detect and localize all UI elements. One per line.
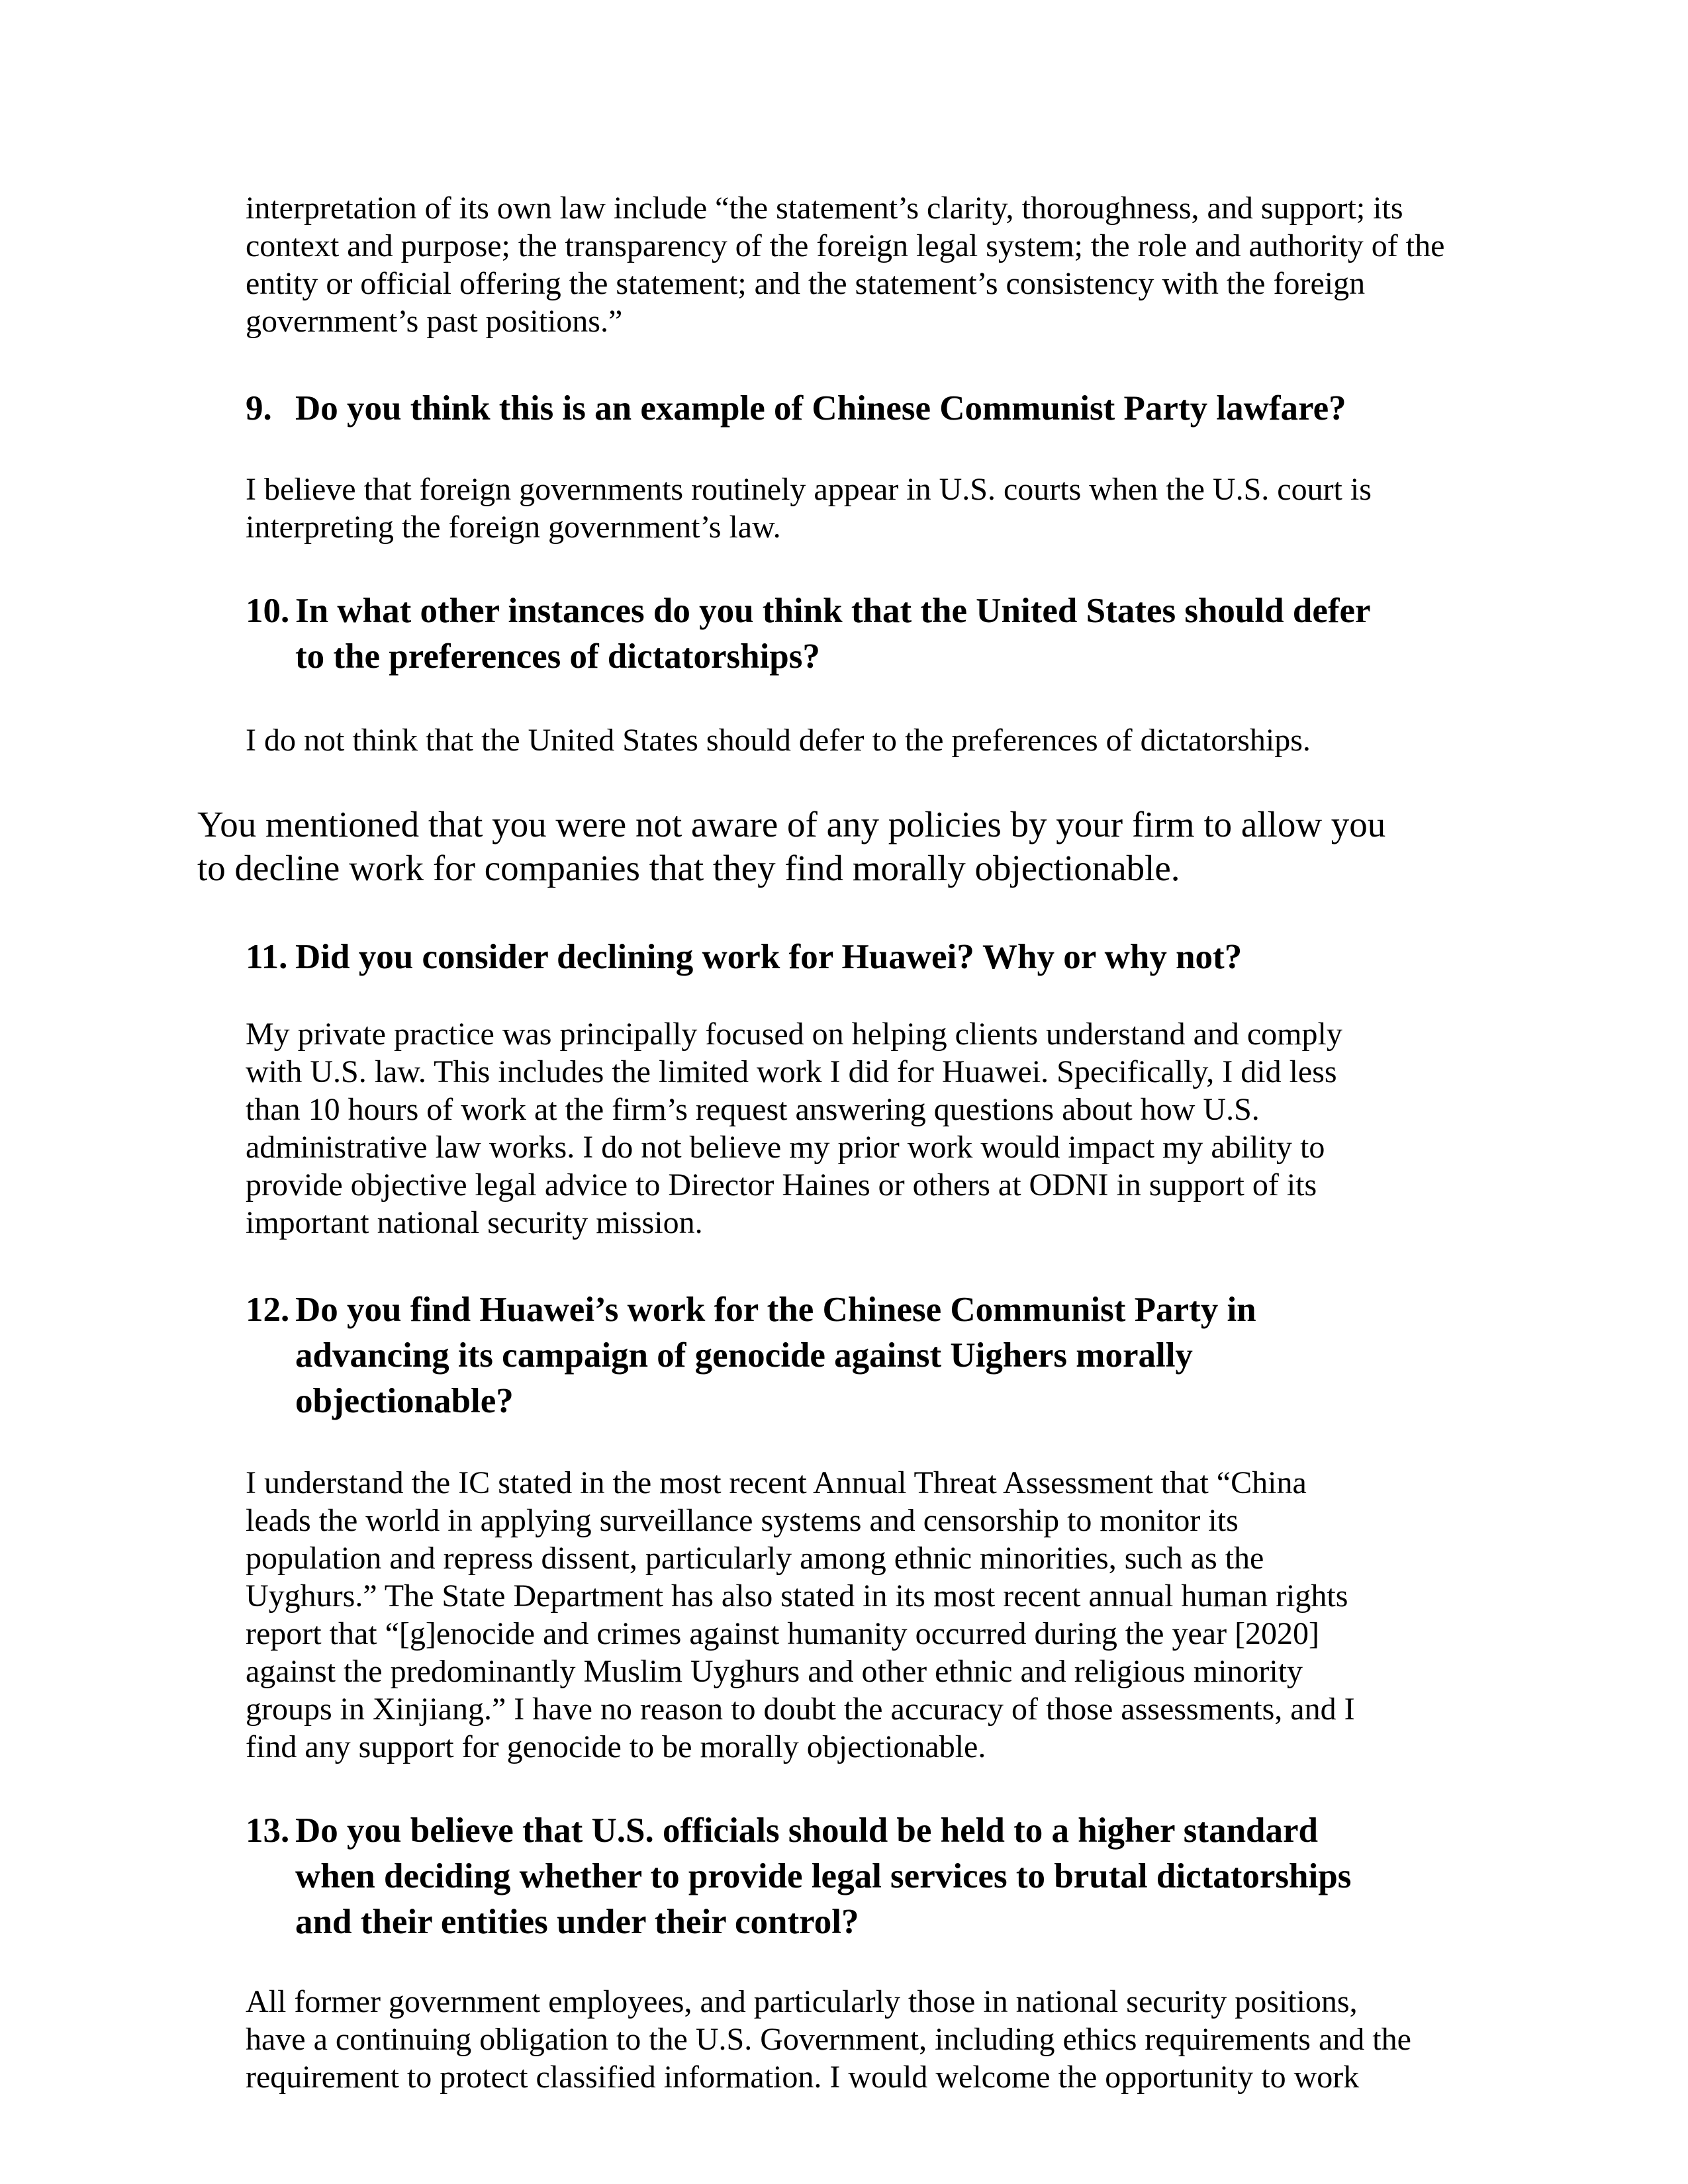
text-line: All former government employees, and particularly those in national security positions, — [246, 1984, 1358, 2019]
text-line: groups in Xinjiang.” I have no reason to doubt the accuracy of those assessments, and I — [246, 1692, 1355, 1727]
text-line: to decline work for companies that they find morally objectionable. — [197, 848, 1180, 888]
question-10 — [246, 588, 1371, 680]
text-line: population and repress dissent, particularly among ethnic minorities, such as the — [246, 1541, 1264, 1576]
text-line: interpretation of its own law include “the statement’s clarity, thoroughness, and support; its — [246, 191, 1403, 226]
text-line: against the predominantly Muslim Uyghurs and other ethnic and religious minority — [246, 1654, 1303, 1689]
answer-13 — [246, 1983, 1411, 2096]
question-text-line: Did you consider declining work for Huawei? Why or why not? — [295, 938, 1243, 976]
answer-10 — [246, 721, 1311, 759]
question-text-line: In what other instances do you think that the United States should defer — [295, 592, 1371, 630]
question-text-line: advancing its campaign of genocide against Uighers morally — [295, 1336, 1193, 1375]
text-line: provide objective legal advice to Director Haines or others at ODNI in support of its — [246, 1167, 1317, 1203]
question-text-line: and their entities under their control? — [295, 1903, 859, 1941]
question-number: 10. — [246, 592, 290, 630]
text-line: entity or official offering the statement; and the statement’s consistency with the foreign — [246, 266, 1366, 301]
answer-12 — [246, 1464, 1355, 1766]
text-line: than 10 hours of work at the firm’s request answering questions about how U.S. — [246, 1092, 1260, 1127]
question-11 — [246, 934, 1242, 980]
text-line: have a continuing obligation to the U.S. Government, including ethics requirements and the — [246, 2022, 1411, 2057]
section-lead-paragraph — [197, 803, 1385, 890]
text-line: requirement to protect classified information. I would welcome the opportunity to work — [246, 2060, 1360, 2095]
text-line: Uyghurs.” The State Department has also stated in its most recent annual human rights — [246, 1578, 1348, 1614]
text-line: I do not think that the United States should defer to the preferences of dictatorships. — [246, 723, 1311, 758]
text-line: context and purpose; the transparency of the foreign legal system; the role and authority of the — [246, 228, 1445, 263]
answer-8-continuation — [246, 189, 1444, 340]
question-12 — [246, 1287, 1256, 1424]
text-line: interpreting the foreign government’s law. — [246, 510, 781, 545]
question-text-line: to the preferences of dictatorships? — [295, 637, 820, 676]
question-13 — [246, 1808, 1351, 1945]
answer-11 — [246, 1015, 1342, 1242]
question-text-line: Do you think this is an example of Chinese Communist Party lawfare? — [295, 389, 1346, 428]
answer-9 — [246, 471, 1372, 546]
text-line: administrative law works. I do not believe my prior work would impact my ability to — [246, 1130, 1325, 1165]
question-number: 12. — [246, 1291, 290, 1329]
text-line: My private practice was principally focused on helping clients understand and comply — [246, 1017, 1342, 1052]
text-line: important national security mission. — [246, 1205, 703, 1240]
text-line: leads the world in applying surveillance systems and censorship to monitor its — [246, 1503, 1239, 1538]
question-number: 13. — [246, 1811, 290, 1850]
text-line: with U.S. law. This includes the limited work I did for Huawei. Specifically, I did less — [246, 1054, 1337, 1089]
text-line: find any support for genocide to be morally objectionable. — [246, 1729, 986, 1764]
question-text-line: when deciding whether to provide legal services to brutal dictatorships — [295, 1857, 1352, 1895]
text-line: government’s past positions.” — [246, 304, 623, 339]
question-text-line: objectionable? — [295, 1382, 514, 1420]
text-line: I understand the IC stated in the most recent Annual Threat Assessment that “China — [246, 1465, 1307, 1500]
text-line: I believe that foreign governments routinely appear in U.S. courts when the U.S. court is — [246, 472, 1372, 507]
question-number: 9. — [246, 389, 272, 428]
question-number: 11. — [246, 938, 288, 976]
text-line: report that “[g]enocide and crimes against humanity occurred during the year [2020] — [246, 1616, 1320, 1651]
question-9 — [246, 386, 1346, 432]
question-text-line: Do you believe that U.S. officials should be held to a higher standard — [295, 1811, 1319, 1850]
question-text-line: Do you find Huawei’s work for the Chinese Communist Party in — [295, 1291, 1256, 1329]
text-line: You mentioned that you were not aware of any policies by your firm to allow you — [197, 804, 1386, 844]
